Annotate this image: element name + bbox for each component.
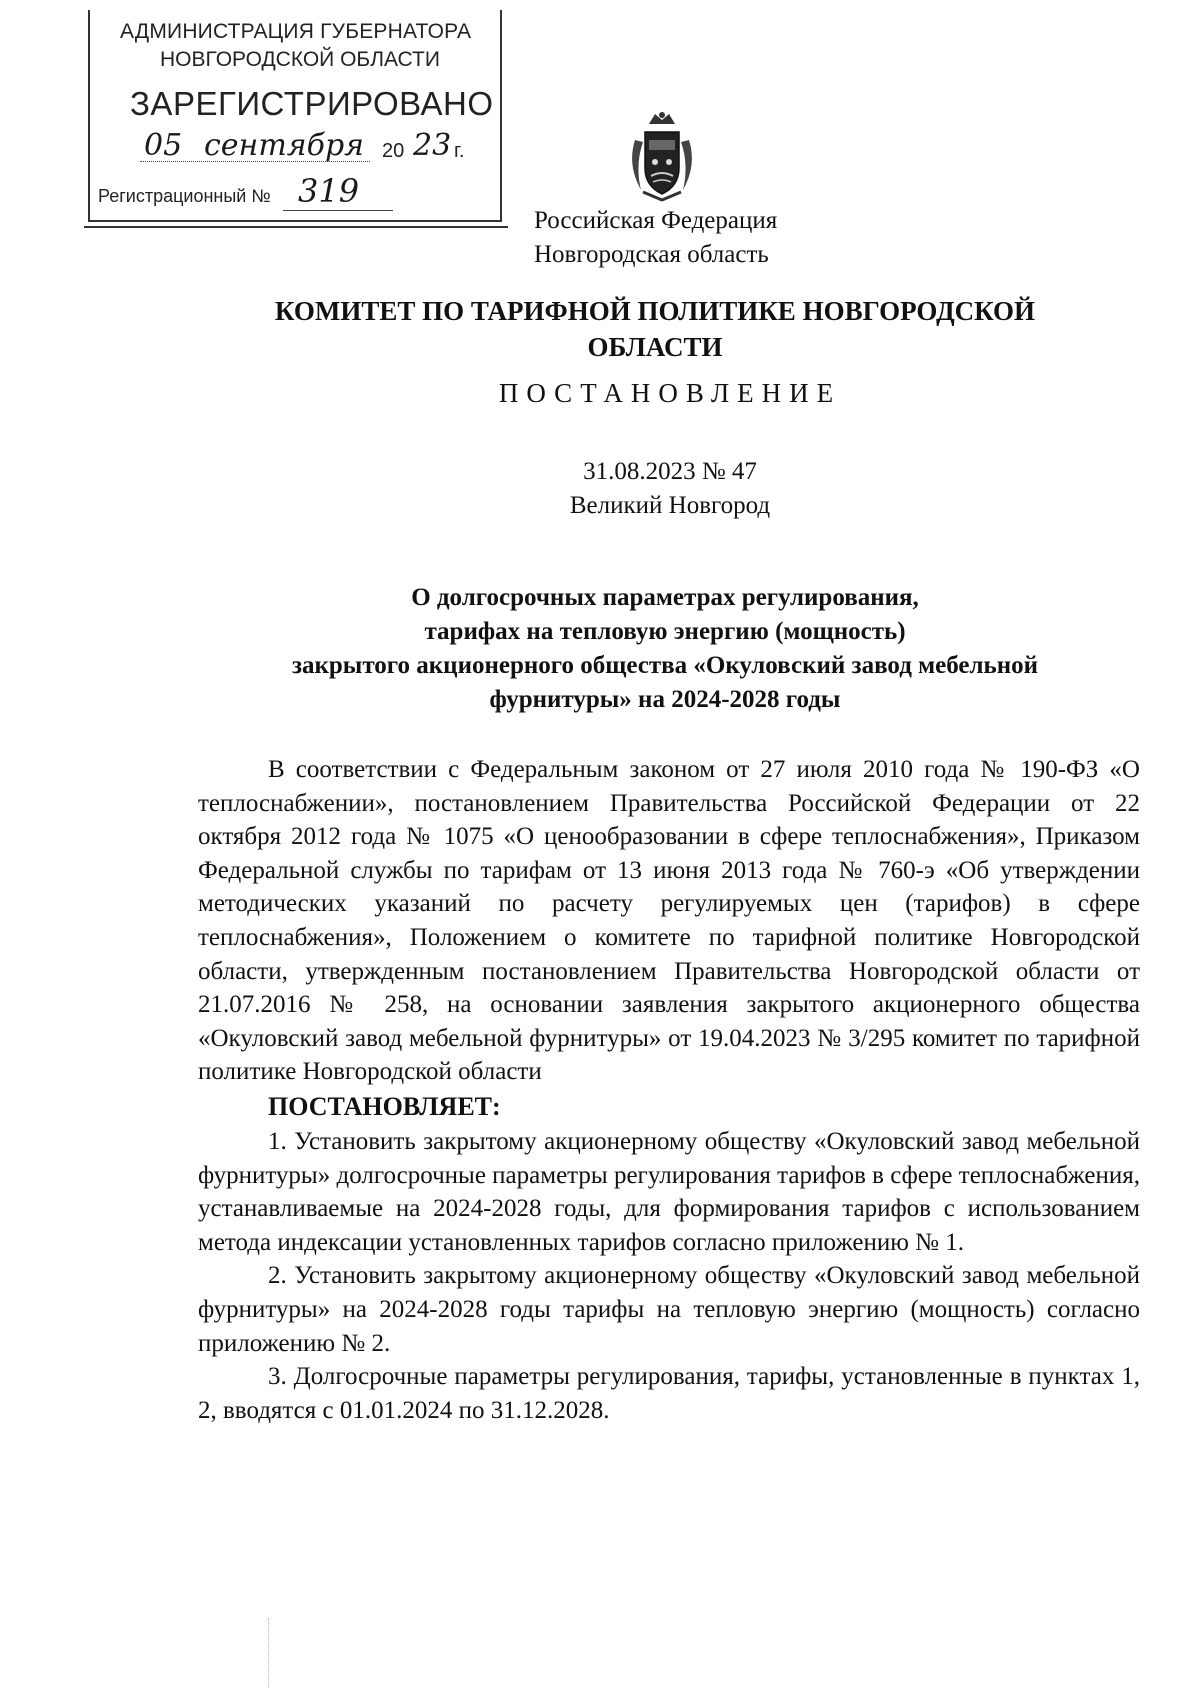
- country-block: [534, 204, 777, 272]
- subject-line: О долгосрочных параметрах регулирования,: [411, 584, 919, 611]
- stamp-year-suffix: г.: [454, 140, 465, 162]
- registration-stamp: [88, 10, 502, 222]
- resolves-heading: ПОСТАНОВЛЯЕТ:: [268, 1091, 501, 1121]
- resolution-item-1: 1. Установить закрытому акционерному обществу «Окуловский завод мебельной фурнитуры» долгосрочные параметры регулирования тарифов в сфере теплоснабжения, устанавливаемые на 2024-2028 годы, для формирования тарифов с использованием метода индексации установленных тарифов согласно приложению № 1.: [198, 1127, 1140, 1256]
- stamp-registration-number-row: [98, 174, 488, 214]
- stamp-authority-line1: АДМИНИСТРАЦИЯ ГУБЕРНАТОРА: [120, 20, 472, 43]
- stamp-month: сентября: [204, 128, 365, 163]
- preamble-paragraph: В соответствии с Федеральным законом от 27 июля 2010 года № 190-ФЗ «О теплоснабжении», постановлением Правительства Российской Федерации от 22 октября 2012 года № 1075 «О ценообразовании в сфере теплоснабжения», Приказом Федеральной службы по тарифам от 13 июня 2013 года № 760-э «Об утверждении методических указаний по расчету регулируемых цен (тарифов) в сфере теплоснабжения», Положением о комитете по тарифной политике Новгородской области, утвержденным постановлением Правительства Новгородской области от 21.07.2016 № 258, на основании заявления закрытого акционерного общества «Окуловский завод мебельной фурнитуры» от 19.04.2023 № 3/295 комитет по тарифной политике Новгородской области: [198, 756, 1140, 1086]
- document-type: ПОСТАНОВЛЕНИЕ: [498, 378, 842, 408]
- stamp-reg-label: Регистрационный №: [98, 186, 271, 206]
- resolution-item-2: 2. Установить закрытому акционерному обществу «Окуловский завод мебельной фурнитуры» на 2024-2028 годы тарифы на тепловую энергию (мощность) согласно приложению № 2.: [198, 1262, 1140, 1357]
- stamp-registered-label: ЗАРЕГИСТРИРОВАНО: [130, 85, 494, 122]
- country-name: Российская Федерация: [534, 207, 778, 234]
- document-city: Великий Новгород: [569, 492, 771, 519]
- committee-title: КОМИТЕТ ПО ТАРИФНОЙ ПОЛИТИКЕ НОВГОРОДСКОЙ ОБЛАСТИ: [274, 296, 1036, 362]
- stamp-year-prefix: 20: [382, 140, 405, 162]
- stamp-year: 23: [413, 128, 452, 163]
- stamp-day: 05: [144, 128, 183, 163]
- subject-line: закрытого акционерного общества «Окуловский завод мебельной: [291, 652, 1039, 679]
- scan-margin-mark: [268, 1618, 270, 1688]
- document-date-number: 31.08.2023 № 47: [583, 458, 757, 485]
- stamp-number-underline: [283, 210, 393, 211]
- stamp-date: [120, 128, 490, 168]
- subject-line: тарифах на тепловую энергию (мощность): [424, 618, 906, 645]
- date-number-block: [400, 455, 940, 523]
- document-body: [198, 753, 1140, 1427]
- novgorod-coat-of-arms-icon: [625, 110, 699, 202]
- region-name: Новгородская область: [534, 241, 769, 268]
- document-subject: [200, 581, 1130, 717]
- stamp-authority-line2: НОВГОРОДСКОЙ ОБЛАСТИ: [160, 48, 440, 71]
- resolution-item-3: 3. Долгосрочные параметры регулирования, тарифы, установленные в пунктах 1, 2, вводятся с 01.01.2024 по 31.12.2028.: [198, 1363, 1140, 1424]
- stamp-reg-number: 319: [298, 172, 360, 210]
- subject-line: фурнитуры» на 2024-2028 годы: [489, 686, 841, 713]
